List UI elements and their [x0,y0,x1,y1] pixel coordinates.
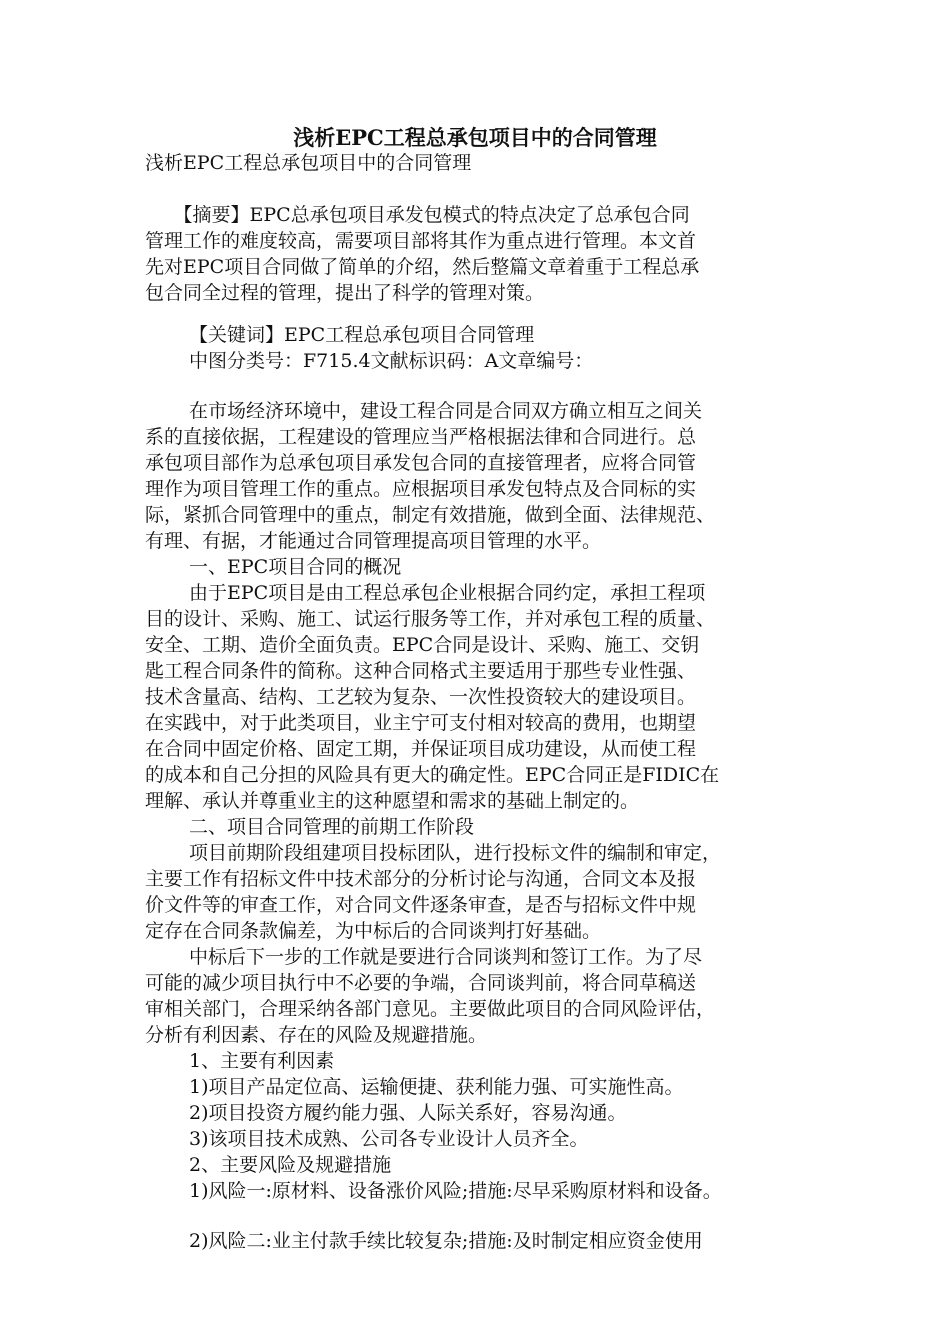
list-item: 3)该项目技术成熟、公司各专业设计人员齐全。 [189,1128,589,1150]
body-line: 在实践中，对于此类项目，业主宁可支付相对较高的费用，也期望 [145,712,697,734]
abstract-line: 包合同全过程的管理，提出了科学的管理对策。 [145,282,545,304]
abstract-line: 先对EPC项目合同做了简单的介绍，然后整篇文章着重于工程总承 [145,256,700,278]
body-line: 理作为项目管理工作的重点。应根据项目承发包特点及合同标的实 [145,478,697,500]
body-line: 中标后下一步的工作就是要进行合同谈判和签订工作。为了尽 [189,946,703,968]
body-line: 目的设计、采购、施工、试运行服务等工作，并对承包工程的质量、 [145,608,716,630]
section-heading: 二、项目合同管理的前期工作阶段 [189,816,475,838]
subsection-heading: 2、主要风险及规避措施 [189,1154,392,1176]
body-line: 项目前期阶段组建项目投标团队，进行投标文件的编制和审定， [189,842,722,864]
subtitle-line: 浅析EPC工程总承包项目中的合同管理 [145,152,472,174]
subsection-heading: 1、主要有利因素 [189,1050,335,1072]
body-line: 定存在合同条款偏差，为中标后的合同谈判打好基础。 [145,920,602,942]
body-line: 际，紧抓合同管理中的重点，制定有效措施，做到全面、法律规范、 [145,504,716,526]
document-title: 浅析EPC工程总承包项目中的合同管理 [293,125,657,150]
body-line: 在市场经济环境中，建设工程合同是合同双方确立相互之间关 [189,400,703,422]
classification-line: 中图分类号：F715.4文献标识码：A文章编号： [189,350,594,372]
section-heading: 一、EPC项目合同的概况 [189,556,402,578]
body-line: 由于EPC项目是由工程总承包企业根据合同约定，承担工程项 [189,582,706,604]
list-item: 2)风险二:业主付款手续比较复杂;措施:及时制定相应资金使用 [189,1230,703,1252]
body-line: 系的直接依据，工程建设的管理应当严格根据法律和合同进行。总 [145,426,697,448]
abstract-line: 管理工作的难度较高，需要项目部将其作为重点进行管理。本文首 [145,230,697,252]
body-line: 可能的减少项目执行中不必要的争端，合同谈判前，将合同草稿送 [145,972,697,994]
body-line: 审相关部门，合理采纳各部门意见。主要做此项目的合同风险评估， [145,998,716,1020]
list-item: 1)风险一:原材料、设备涨价风险;措施:尽早采购原材料和设备。 [189,1180,722,1202]
list-item: 2)项目投资方履约能力强、人际关系好，容易沟通。 [189,1102,627,1124]
body-line: 匙工程合同条件的简称。这种合同格式主要适用于那些专业性强、 [145,660,697,682]
body-line: 理解、承认并尊重业主的这种愿望和需求的基础上制定的。 [145,790,640,812]
body-line: 安全、工期、造价全面负责。EPC合同是设计、采购、施工、交钥 [145,634,700,656]
list-item: 1)项目产品定位高、运输便捷、获利能力强、可实施性高。 [189,1076,684,1098]
keywords-line: 【关键词】EPC工程总承包项目合同管理 [189,324,535,346]
body-line: 价文件等的审查工作，对合同文件逐条审查，是否与招标文件中规 [145,894,697,916]
body-line: 承包项目部作为总承包项目承发包合同的直接管理者，应将合同管 [145,452,697,474]
abstract-line: 【摘要】EPC总承包项目承发包模式的特点决定了总承包合同 [145,204,690,226]
body-line: 有理、有据，才能通过合同管理提高项目管理的水平。 [145,530,602,552]
body-line: 分析有利因素、存在的风险及规避措施。 [145,1024,488,1046]
body-line: 主要工作有招标文件中技术部分的分析讨论与沟通，合同文本及报 [145,868,697,890]
body-line: 技术含量高、结构、工艺较为复杂、一次性投资较大的建设项目。 [145,686,697,708]
body-line: 在合同中固定价格、固定工期，并保证项目成功建设，从而使工程 [145,738,697,760]
body-line: 的成本和自己分担的风险具有更大的确定性。EPC合同正是FIDIC在 [145,764,720,786]
